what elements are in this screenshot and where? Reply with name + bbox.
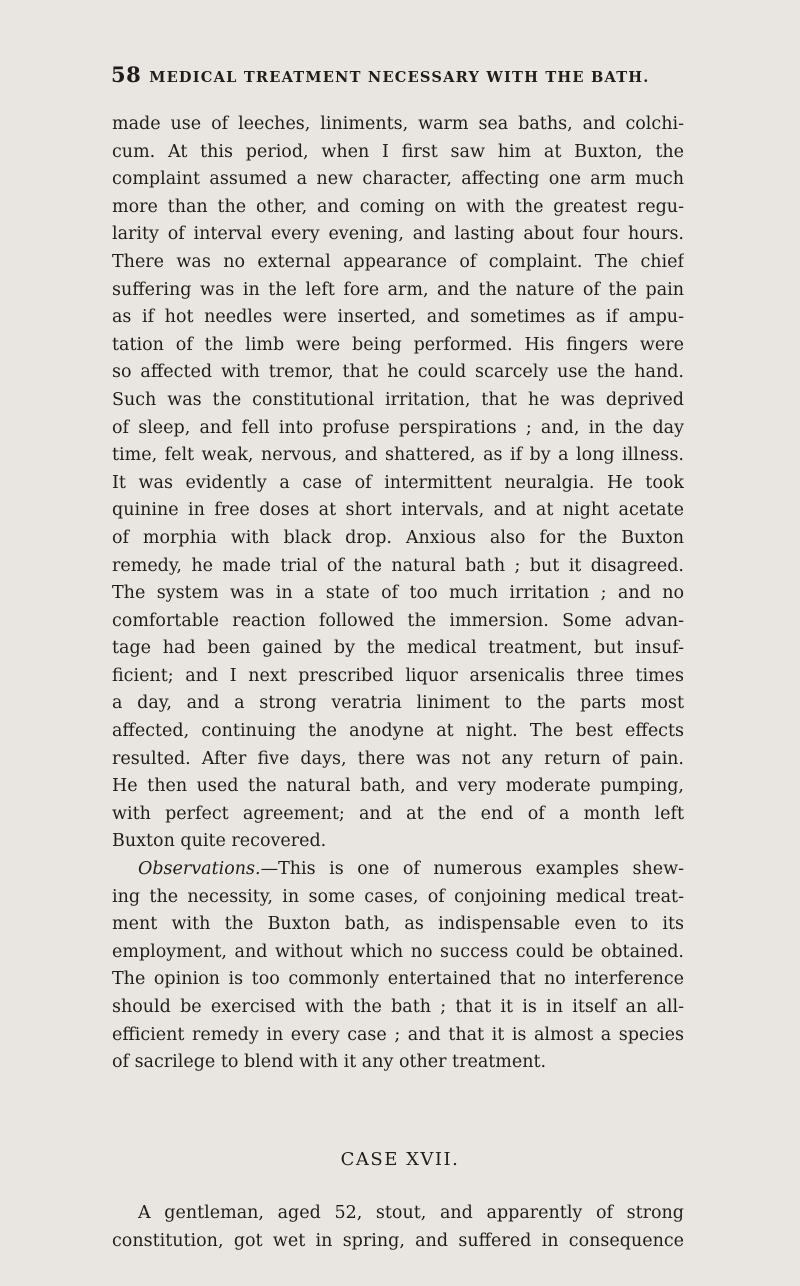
text-line: Such was the constitutional irritation, that he was deprived	[112, 389, 684, 410]
text-line: larity of interval every evening, and lasting about four hours.	[112, 224, 684, 245]
text-line: tage had been gained by the medical treatment, but insuf-	[112, 638, 684, 659]
text-line: Buxton quite recovered.	[112, 831, 327, 852]
text-line: ment with the Buxton bath, as indispensable even to its	[112, 914, 684, 935]
page-number: 58	[111, 62, 142, 87]
text-line: comfortable reaction followed the immersion. Some advan-	[112, 610, 684, 631]
text-line: made use of leeches, liniments, warm sea baths, and colchi-	[112, 114, 684, 134]
text-line: The system was in a state of too much irritation ; and no	[112, 583, 684, 604]
observations-label: Observations.	[138, 859, 261, 880]
text-line: suffering was in the left fore arm, and the nature of the pain	[112, 279, 684, 300]
text-line: so affected with tremor, that he could scarcely use the hand.	[112, 362, 684, 383]
text-line: efficient remedy in every case ; and that it is almost a species	[112, 1024, 684, 1045]
text-line: of morphia with black drop. Anxious also for the Buxton	[112, 527, 684, 548]
text-line: resulted. After five days, there was not any return of pain.	[112, 748, 684, 769]
running-head	[111, 62, 711, 86]
running-title: MEDICAL TREATMENT NECESSARY WITH THE BATH.	[149, 69, 650, 86]
text-line: A gentleman, aged 52, stout, and apparently of strong	[138, 1203, 684, 1223]
text-line: complaint assumed a new character, affecting one arm much	[112, 169, 684, 190]
text-line: more than the other, and coming on with the greatest regu-	[112, 196, 684, 217]
text-line: cum. At this period, when I first saw him at Buxton, the	[112, 141, 684, 162]
text-line: employment, and without which no success could be obtained.	[112, 941, 684, 962]
text-line: constitution, got wet in spring, and suffered in consequence	[112, 1230, 684, 1251]
text-line: should be exercised with the bath ; that it is in itself an all-	[112, 997, 684, 1017]
text-line: It was evidently a case of intermittent neuralgia. He took	[112, 472, 684, 493]
text-line: tation of the limb were being performed. His fingers were	[112, 334, 684, 355]
text-line: There was no external appearance of complaint. The chief	[112, 251, 684, 272]
text-line: as if hot needles were inserted, and sometimes as if ampu-	[112, 307, 684, 328]
case-text	[112, 1200, 684, 1255]
text-line: remedy, he made trial of the natural bath ; but it disagreed.	[112, 555, 684, 576]
text-line: of sacrilege to blend with it any other treatment.	[112, 1052, 547, 1073]
text-line: a day, and a strong veratria liniment to the parts most	[112, 693, 684, 714]
text-line: ing the necessity, in some cases, of conjoining medical treat-	[112, 886, 684, 907]
text-line: affected, continuing the anodyne at night. The best effects	[112, 721, 684, 742]
text-line: The opinion is too commonly entertained that no interference	[112, 969, 684, 990]
text-line: time, felt weak, nervous, and shattered, as if by a long illness.	[112, 445, 684, 466]
observations-text: —This is one of numerous examples shew-	[260, 859, 684, 880]
text-line: with perfect agreement; and at the end of a month left	[112, 803, 684, 824]
observations-first-line	[112, 856, 684, 884]
text-line: quinine in free doses at short intervals, and at night acetate	[112, 500, 684, 521]
case-heading: CASE XVII.	[340, 1149, 460, 1170]
text-line: ficient; and I next prescribed liquor arsenicalis three times	[112, 665, 684, 686]
main-text	[112, 111, 684, 1077]
text-line: of sleep, and fell into profuse perspirations ; and, in the day	[112, 417, 684, 438]
text-line: He then used the natural bath, and very moderate pumping,	[112, 776, 684, 797]
